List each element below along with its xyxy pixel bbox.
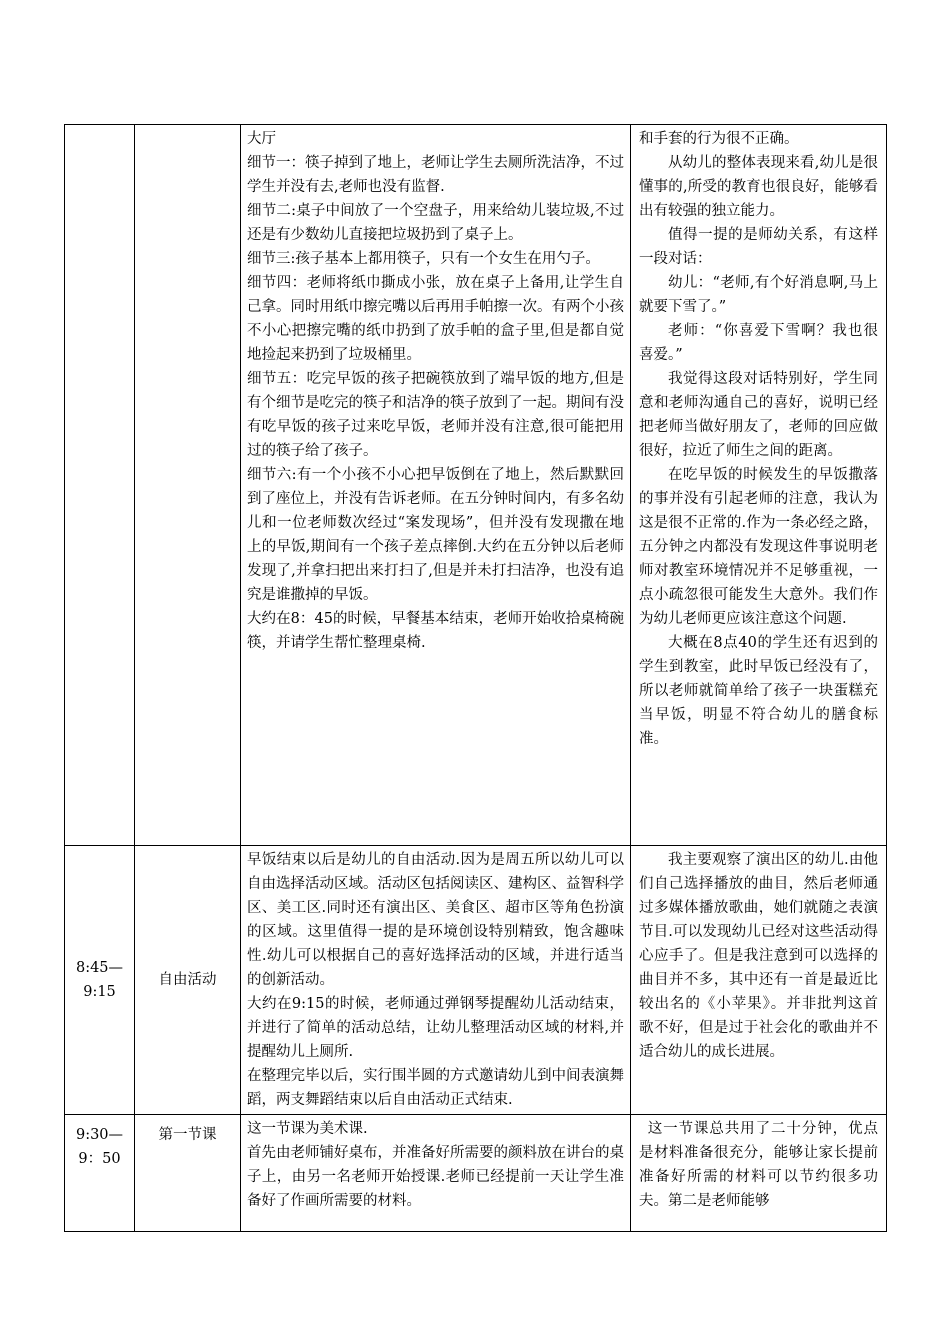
process-paragraph: 大约在9:15的时候，老师通过弹钢琴提醒幼儿活动结束，并进行了简单的活动总结，让幼儿整理活动区域的材料,并提醒幼儿上厕所. <box>247 996 624 1060</box>
reflection-paragraph: 幼儿：“老师,有个好消息啊,马上就要下雪了。” <box>639 275 878 315</box>
process-paragraph: 细节六:有一个小孩不小心把早饭倒在了地上，然后默默回到了座位上，并没有告诉老师。在五分钟时间内，有多名幼儿和一位老师数次经过“案发现场”，但并没有发现撒在地上的早饭,期间有一个孩子差点摔倒.大约在五分钟以后老师发现了,并拿扫把出来打扫了,但是并未打扫洁净，也没有追究是谁撒掉的早饭。 <box>247 467 624 603</box>
process-paragraph: 细节二:桌子中间放了一个空盘子，用来给幼儿装垃圾,不过还是有少数幼儿直接把垃圾扔到了桌子上。 <box>247 203 624 243</box>
reflection-paragraph: 和手套的行为很不正确。 <box>639 131 799 147</box>
reflection-paragraph: 我觉得这段对话特别好，学生同意和老师沟通自己的喜好，说明已经把老师当做好朋友了，老师的回应做很好，拉近了师生之间的距离。 <box>639 371 878 459</box>
reflection-paragraph: 这一节课总共用了二十分钟，优点是材料准备很充分，能够让家长提前准备好所需的材料可以节约很多功夫。第二是老师能够 <box>639 1121 878 1209</box>
reflection-cell <box>631 125 887 846</box>
reflection-cell <box>631 846 887 1115</box>
time-end: 9：50 <box>78 1151 121 1167</box>
time-end: 9:15 <box>83 984 116 1000</box>
process-paragraph: 细节一：筷子掉到了地上，老师让学生去厕所洗洁净，不过学生并没有去,老师也没有监督. <box>247 155 624 195</box>
reflection-paragraph: 大概在8点40的学生还有迟到的学生到教室，此时早饭已经没有了，所以老师就简单给了孩子一块蛋糕充当早饭，明显不符合幼儿的膳食标准。 <box>639 635 878 747</box>
reflection-paragraph: 我主要观察了演出区的幼儿.由他们自己选择播放的曲目，然后老师通过多媒体播放歌曲，她们就随之表演节目.可以发现幼儿已经对这些活动得心应手了。但是我注意到可以选择的曲目并不多，其中还有一首是最近比较出名的《小苹果》。并非批判这首歌不好，但是过于社会化的歌曲并不适合幼儿的成长进展。 <box>639 852 878 1060</box>
reflection-paragraph: 从幼儿的整体表现来看,幼儿是很懂事的,所受的教育也很良好，能够看出有较强的独立能力。 <box>639 155 878 219</box>
time-start: 9:30— <box>75 1127 124 1143</box>
table-row <box>65 1115 887 1232</box>
observation-record-page <box>64 124 886 1232</box>
reflection-paragraph: 老师：“你喜爱下雪啊？我也很喜爱。” <box>639 323 878 363</box>
process-paragraph: 首先由老师铺好桌布，并准备好所需要的颜料放在讲台的桌子上，由另一名老师开始授课.老师已经提前一天让学生准备好了作画所需要的材料。 <box>247 1145 624 1209</box>
activity-cell <box>135 1115 241 1232</box>
activity-name: 自由活动 <box>158 972 217 988</box>
time-cell <box>65 846 135 1115</box>
time-cell <box>65 125 135 846</box>
table-row <box>65 846 887 1115</box>
process-cell <box>241 846 631 1115</box>
process-paragraph: 在整理完毕以后，实行围半圆的方式邀请幼儿到中间表演舞蹈，两支舞蹈结束以后自由活动正式结束. <box>247 1068 624 1108</box>
process-paragraph: 这一节课为美术课. <box>247 1121 368 1137</box>
activity-cell <box>135 125 241 846</box>
observation-table <box>64 124 887 1232</box>
reflection-paragraph: 值得一提的是师幼关系，有这样一段对话： <box>639 227 878 267</box>
time-cell <box>65 1115 135 1232</box>
process-paragraph: 大厅 <box>247 131 276 147</box>
table-row <box>65 125 887 846</box>
process-paragraph: 细节三:孩子基本上都用筷子，只有一个女生在用勺子。 <box>247 251 600 267</box>
process-paragraph: 大约在8：45的时候，早餐基本结束，老师开始收拾桌椅碗筷，并请学生帮忙整理桌椅. <box>247 611 624 651</box>
time-start: 8:45— <box>75 960 124 976</box>
process-paragraph: 早饭结束以后是幼儿的自由活动.因为是周五所以幼儿可以自由选择活动区域。活动区包括阅读区、建构区、益智科学区、美工区.同时还有演出区、美食区、超市区等角色扮演的区域。这里值得一提的是环境创设特别精致，饱含趣味性.幼儿可以根据自己的喜好选择活动的区域，并进行适当的创新活动。 <box>247 852 624 988</box>
process-cell <box>241 125 631 846</box>
process-paragraph: 细节四：老师将纸巾撕成小张，放在桌子上备用,让学生自己拿。同时用纸巾擦完嘴以后再用手帕擦一次。有两个小孩不小心把擦完嘴的纸巾扔到了放手帕的盒子里,但是都自觉地捡起来扔到了垃圾桶里。 <box>247 275 624 363</box>
reflection-paragraph: 在吃早饭的时候发生的早饭撒落的事并没有引起老师的注意，我认为这是很不正常的.作为一条必经之路，五分钟之内都没有发现这件事说明老师对教室环境情况并不足够重视，一点小疏忽很可能发生大意外。我们作为幼儿老师更应该注意这个问题. <box>639 467 878 627</box>
activity-name: 第一节课 <box>158 1127 217 1143</box>
reflection-cell <box>631 1115 887 1232</box>
process-cell <box>241 1115 631 1232</box>
activity-cell <box>135 846 241 1115</box>
process-paragraph: 细节五：吃完早饭的孩子把碗筷放到了端早饭的地方,但是有个细节是吃完的筷子和洁净的筷子放到了一起。期间有没有吃早饭的孩子过来吃早饭，老师并没有注意,很可能把用过的筷子给了孩子。 <box>247 371 624 459</box>
